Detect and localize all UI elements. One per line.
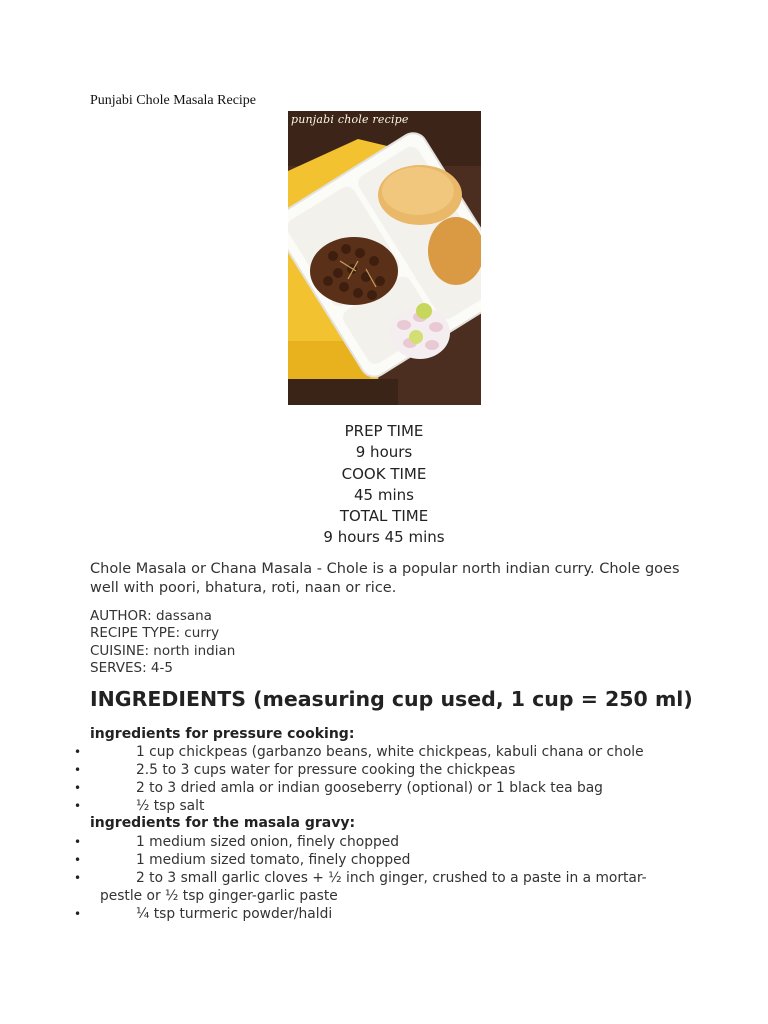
list-item-text: 1 cup chickpeas (garbanzo beans, white chickpeas, kabuli chana or chole	[136, 744, 644, 760]
bullet: •	[74, 907, 82, 921]
bullet: •	[74, 835, 82, 849]
list-item-text: 1 medium sized tomato, finely chopped	[136, 852, 411, 868]
masala-gravy-label: ingredients for the masala gravy:	[90, 815, 356, 831]
bullet: •	[74, 799, 82, 813]
list-item	[0, 779, 676, 797]
total-time-label: TOTAL TIME	[339, 507, 429, 526]
prep-time-value: 9 hours	[355, 443, 413, 462]
list-item-text: 2.5 to 3 cups water for pressure cooking the chickpeas	[136, 762, 516, 778]
masala-gravy-list	[0, 833, 768, 923]
list-item	[0, 761, 676, 779]
list-item	[0, 851, 676, 869]
serves-line: SERVES: 4-5	[90, 659, 173, 676]
recipe-photo	[288, 111, 481, 405]
list-item	[0, 905, 676, 923]
ingredients-heading: INGREDIENTS (measuring cup used, 1 cup = 250 ml)	[90, 687, 693, 711]
list-item	[0, 869, 660, 905]
list-item	[0, 833, 676, 851]
cook-time-label: COOK TIME	[341, 464, 427, 483]
bullet: •	[74, 745, 82, 759]
list-item	[0, 797, 676, 815]
list-item-text: 2 to 3 dried amla or indian gooseberry (optional) or 1 black tea bag	[136, 780, 603, 796]
cook-time-value: 45 mins	[354, 485, 414, 504]
list-item-text: ¼ tsp turmeric powder/haldi	[136, 906, 333, 922]
photo-caption: punjabi chole recipe	[291, 113, 409, 126]
pressure-cooking-label: ingredients for pressure cooking:	[90, 726, 355, 742]
prep-time-label: PREP TIME	[344, 422, 424, 440]
pressure-cooking-list	[0, 743, 768, 815]
recipe-meta	[90, 608, 235, 677]
total-time-value: 9 hours 45 mins	[323, 528, 445, 547]
author-line: AUTHOR: dassana	[90, 608, 212, 624]
list-item-text: 1 medium sized onion, finely chopped	[136, 834, 399, 850]
recipe-type-line: RECIPE TYPE: curry	[90, 625, 220, 642]
cuisine-line: CUISINE: north indian	[90, 642, 236, 659]
bullet: •	[74, 763, 82, 777]
bullet: •	[74, 871, 82, 885]
list-item-text: 2 to 3 small garlic cloves + ½ inch ginger, crushed to a paste in a mortar-pestle or ½ tsp ginger-garlic paste	[100, 870, 647, 904]
list-item	[0, 743, 676, 761]
chole-plate-illustration	[288, 111, 481, 405]
bullet: •	[74, 853, 82, 867]
bullet: •	[74, 781, 82, 795]
document-title: Punjabi Chole Masala Recipe	[90, 93, 257, 108]
list-item-text: ½ tsp salt	[136, 798, 205, 814]
recipe-times	[0, 421, 768, 549]
recipe-description: Chole Masala or Chana Masala - Chole is a popular north indian curry. Chole goes well with poori, bhatura, roti, naan or rice.	[90, 561, 680, 596]
